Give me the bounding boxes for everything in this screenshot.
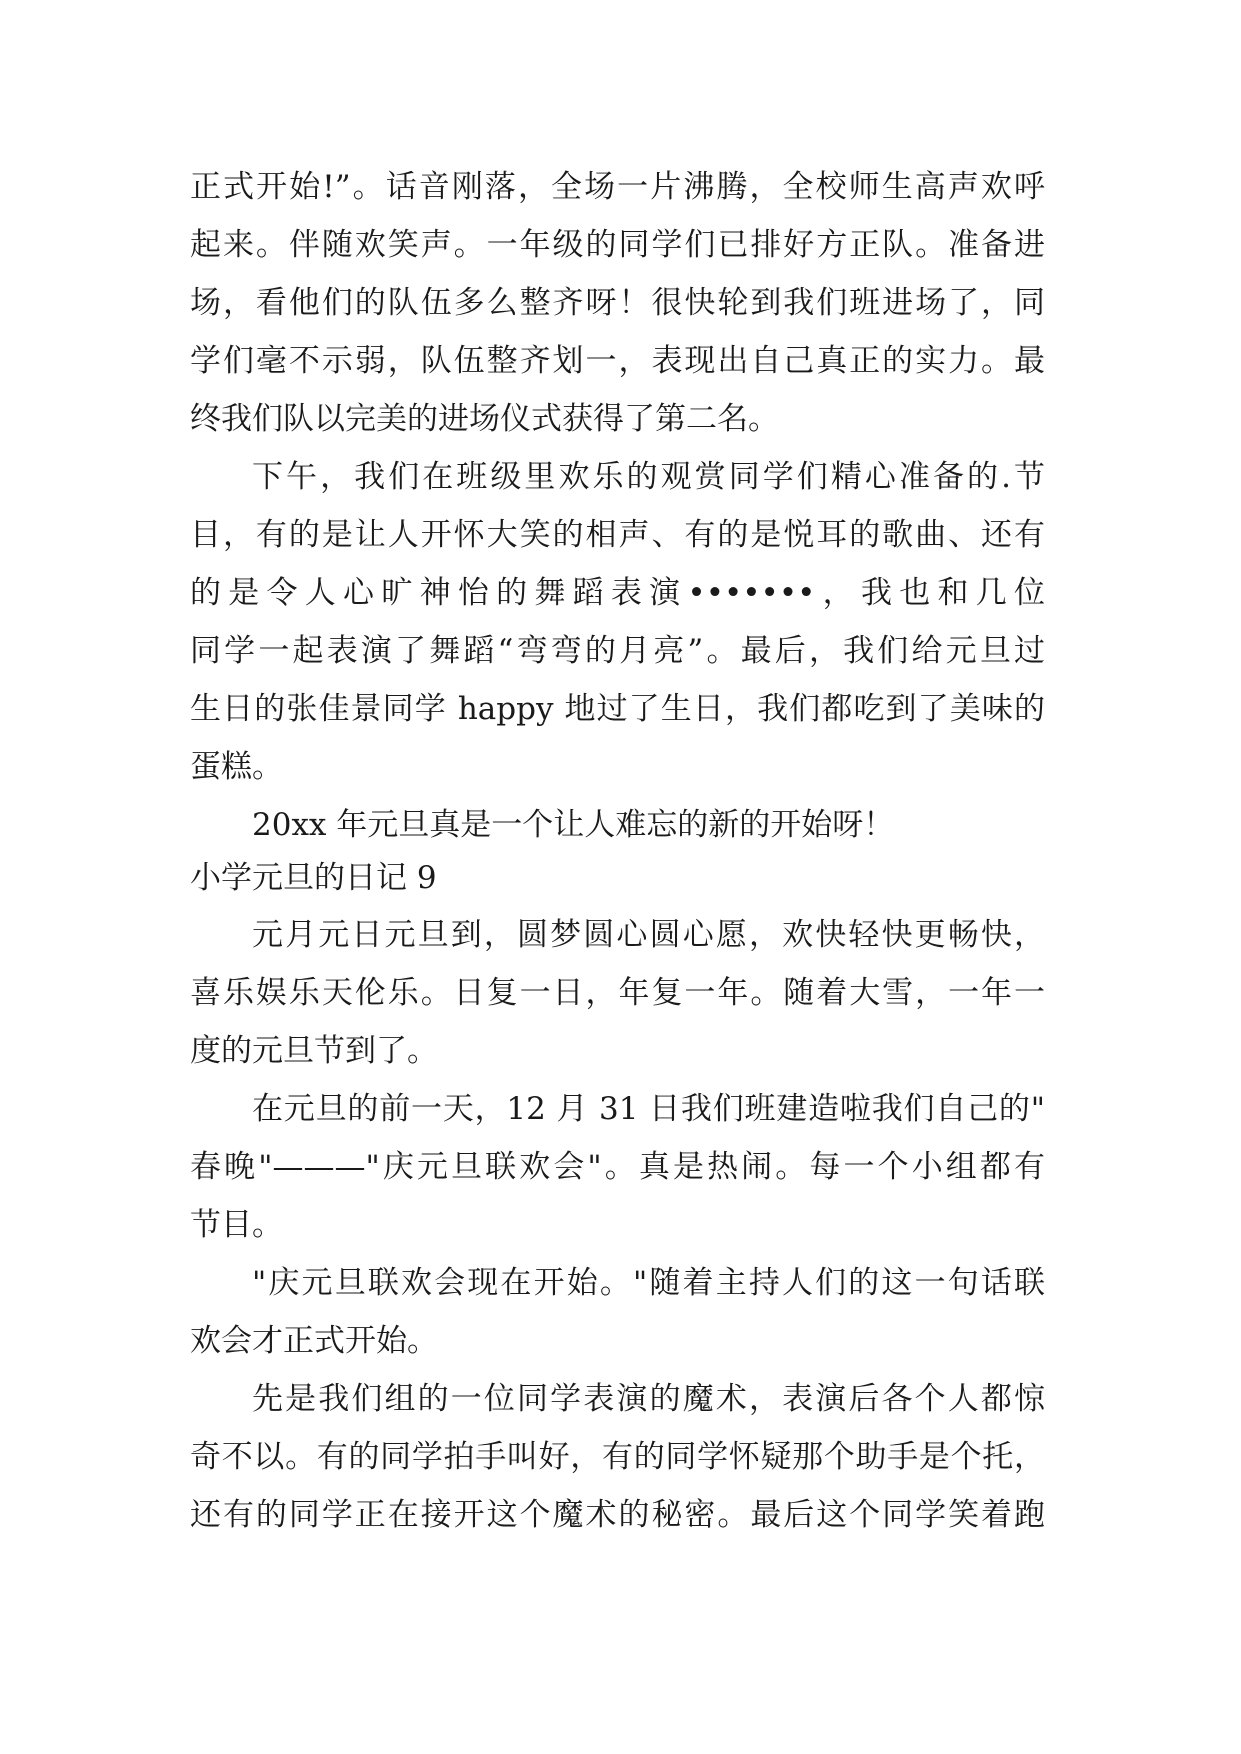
- text-line: 蛋糕。: [190, 749, 283, 785]
- text-line: 起来。伴随欢笑声。一年级的同学们已排好方正队。准备进: [190, 227, 1045, 263]
- text-line: 场，看他们的队伍多么整齐呀！很快轮到我们班进场了，同: [190, 285, 1045, 321]
- text-line: 元月元日元旦到，圆梦圆心圆心愿，欢快轻快更畅快，: [252, 917, 1045, 953]
- text-line: 还有的同学正在接开这个魔术的秘密。最后这个同学笑着跑: [190, 1497, 1045, 1533]
- text-line: 正式开始!”。话音刚落，全场一片沸腾，全校师生高声欢呼: [190, 169, 1045, 205]
- text-line: 喜乐娱乐天伦乐。日复一日，年复一年。随着大雪，一年一: [190, 975, 1045, 1011]
- document-body: [190, 158, 1045, 1544]
- section-heading: 小学元旦的日记 9: [190, 860, 437, 896]
- text-line: 欢会才正式开始。: [190, 1323, 438, 1359]
- text-line: 的是令人心旷神怡的舞蹈表演•••••••，我也和几位: [190, 575, 1045, 611]
- text-line: 节目。: [190, 1207, 283, 1243]
- text-line: 奇不以。有的同学拍手叫好，有的同学怀疑那个助手是个托，: [190, 1439, 1045, 1475]
- text-line: 目，有的是让人开怀大笑的相声、有的是悦耳的歌曲、还有: [190, 517, 1045, 553]
- text-line: 终我们队以完美的进场仪式获得了第二名。: [190, 401, 779, 437]
- text-line: 度的元旦节到了。: [190, 1033, 438, 1069]
- text-line: 先是我们组的一位同学表演的魔术，表演后各个人都惊: [252, 1381, 1045, 1417]
- text-line: 同学一起表演了舞蹈“弯弯的月亮”。最后，我们给元旦过: [190, 633, 1045, 669]
- text-line: 春晚"———"庆元旦联欢会"。真是热闹。每一个小组都有: [190, 1149, 1045, 1185]
- text-line: 20xx 年元旦真是一个让人难忘的新的开始呀！: [252, 807, 895, 843]
- text-line: 学们毫不示弱，队伍整齐划一，表现出自己真正的实力。最: [190, 343, 1045, 379]
- text-line: 下午，我们在班级里欢乐的观赏同学们精心准备的.节: [252, 459, 1045, 495]
- text-line: 在元旦的前一天，12 月 31 日我们班建造啦我们自己的": [252, 1091, 1045, 1127]
- text-line: 生日的张佳景同学 happy 地过了生日，我们都吃到了美味的: [190, 691, 1045, 727]
- text-line: "庆元旦联欢会现在开始。"随着主持人们的这一句话联: [252, 1265, 1045, 1301]
